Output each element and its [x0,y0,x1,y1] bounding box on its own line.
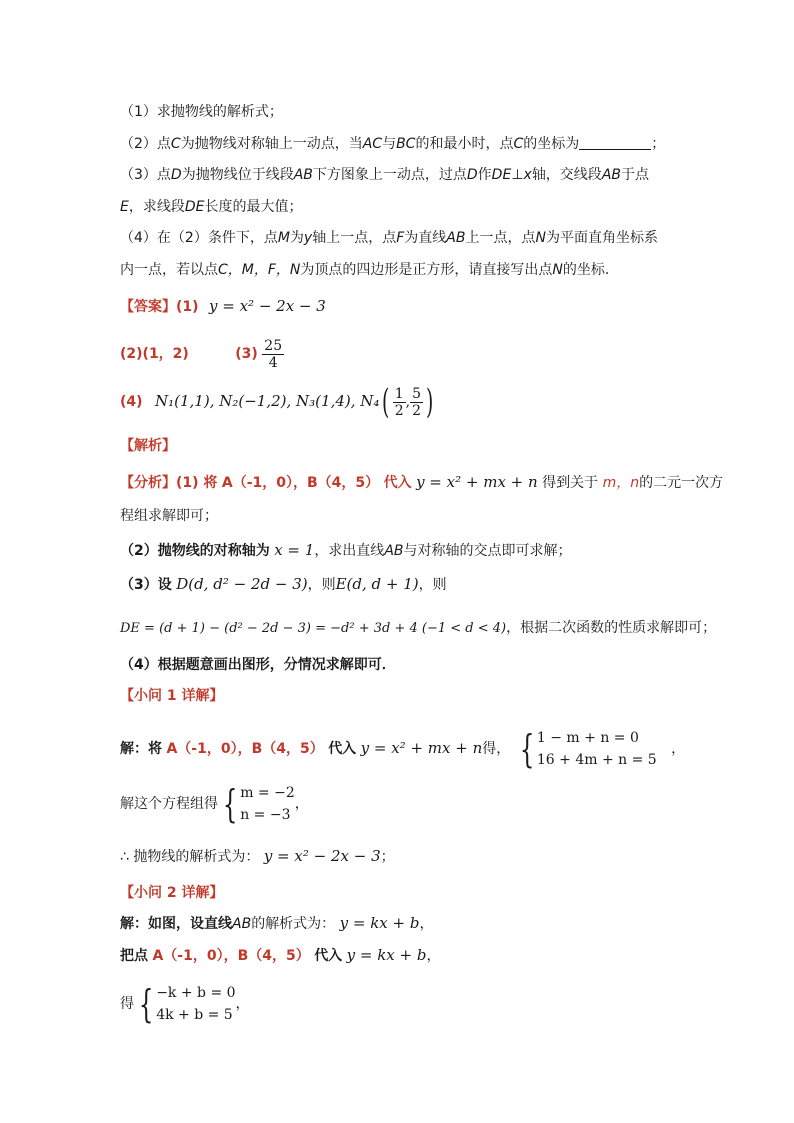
equation-rows [537,727,657,771]
solution-text: ， [671,741,686,757]
solution-text: 代入 [314,948,343,964]
analysis-1 [120,472,723,493]
q4-text: 上一点，点 [465,230,536,246]
question-3-cont [120,197,303,217]
sub2-line-3 [120,982,250,1026]
analysis-text: （2）抛物线的对称轴为 [120,543,270,559]
analysis-points: A（-1，0），B（4，5） [221,475,380,491]
analysis-text: ，则 [418,577,447,593]
answer-label: (2) [120,346,143,362]
brace: { [222,782,238,826]
answer-2-value: (1，2) [142,346,189,362]
paren-left: ( [382,382,390,422]
analysis-formula: y = x² + mx + n [416,473,538,491]
fraction-denominator: 4 [268,354,278,371]
solution-text: 解：将 [120,741,162,757]
question-3 [120,165,649,185]
q3-axis: x [523,167,532,183]
analysis-formula: DE = (d + 1) − (d² − 2d − 3) = −d² + 3d + 4 (−1 < d < 4) [120,621,507,636]
q2-text: 为抛物线对称轴上一动点，当 [180,136,363,152]
q3-point: E [120,199,129,215]
q4-text: 为 [289,230,304,246]
fenxi-tag: 【分析】 [120,475,176,491]
q4-text: 为直线 [404,230,447,246]
answer-label: (1) [176,299,199,315]
q3-segment: AB [601,167,621,183]
answer-tag: 【答案】 [120,299,176,315]
analysis-tag-line [120,436,176,456]
solution-text: 得 [120,996,134,1012]
question-4 [120,228,658,248]
analysis-text: 与对称轴的交点即可求解； [403,543,572,559]
answer-label: (4) [120,394,143,410]
fraction-numerator: 25 [264,337,283,354]
q4-text: 为平面直角坐标系 [545,230,658,246]
sub1-line-2 [120,782,309,826]
solution-formula: y = kx + b [339,914,420,932]
equation-row: 4k + b = 5 [156,1007,233,1023]
brace: { [138,982,154,1026]
analysis-formula: D(d, d² − 2d − 3) [176,575,308,593]
fraction-denominator: 2 [394,402,404,419]
brace: { [519,727,535,771]
analysis-text: (1) 将 [176,475,218,491]
analysis-3-cont [120,618,716,639]
answer-3-fraction [262,338,284,371]
answer-line-4: (4) N₁(1,1), N₂(−1,2), N₃(1,4), N₄( $\frac{1}{2}$ , $\frac{5}{2}$ ) [120,382,434,422]
analysis-vars: m，n [602,475,640,491]
solution-text: ， [235,996,250,1012]
q3-point: D [170,167,182,183]
answer-4-fraction-y [410,386,423,419]
q3-text: 于点 [621,167,649,183]
sub2-tag-line [120,883,224,903]
answer-line-1 [120,296,326,317]
analysis-3 [120,574,447,595]
q4-point: N [535,230,546,246]
solution-formula: y = x² − 2x − 3 [263,847,381,865]
analysis-text: ，则 [307,577,336,593]
answer-line-2 [120,336,284,372]
solution-text: ， [419,916,434,932]
q3-segment: DE [491,167,512,183]
q3-text: ，求线段 [128,199,185,215]
sub2-tag: 【小问 2 详解】 [120,885,224,901]
sub2-line-1 [120,913,433,934]
question-4-cont [120,260,619,280]
q3-text: 作 [477,167,492,183]
answer-1-formula: y = x² − 2x − 3 [209,297,326,315]
analysis-segment: AB [384,543,404,559]
equation-system [134,982,236,1026]
solution-text: 解：如图，设直线 [120,916,232,932]
solution-text: 把点 [120,948,148,964]
analysis-text: （4）根据题意画出图形，分情况求解即可． [120,657,396,673]
q4-text: 的坐标． [562,262,619,278]
answer-4-points: N₁(1,1), N₂(−1,2), N₃(1,4), N₄ [155,392,380,410]
sub2-line-2 [120,945,440,966]
question-2 [120,134,665,154]
solution-points: A（-1，0），B（4，5） [152,948,310,964]
q4-text: 内一点，若以点 [120,262,218,278]
q4-text: （4）在（2）条件下，点 [120,230,278,246]
q3-text: （3）点 [120,167,171,183]
solution-segment: AB [232,916,252,932]
analysis-1-cont [120,506,218,526]
solution-text: 得， [482,741,511,757]
q4-segment: AB [446,230,466,246]
equation-system [218,782,295,826]
q4-point: F [396,230,405,246]
equation-row: m = −2 [240,785,295,801]
fraction-numerator: 1 [394,385,404,402]
equation-row: 1 − m + n = 0 [536,730,639,746]
equation-row: n = −3 [240,807,291,823]
q2-segment-bc: BC [396,136,416,152]
analysis-text: （3）设 [120,577,172,593]
q2-text: 与 [382,136,397,152]
q4-point: N [552,262,563,278]
q3-text: 为抛物线位于线段 [181,167,294,183]
analysis-tag: 【解析】 [120,438,176,454]
q3-perp: ⊥ [511,167,524,183]
q4-points: C，M，F，N [218,262,301,278]
q4-text: 为顶点的四边形是正方形，请直接写出点 [300,262,553,278]
q3-point: D [466,167,478,183]
q2-text: （2）点 [120,136,171,152]
solution-points: A（-1，0），B（4，5） [166,741,324,757]
equation-row: −k + b = 0 [156,985,236,1001]
q2-text: ； [651,136,666,152]
analysis-text: 得到关于 [542,475,599,491]
q2-segment-ac: AC [362,136,383,152]
solution-text: ， [294,796,309,812]
analysis-text: 程组求解即可； [120,508,218,524]
q4-point: M [277,230,290,246]
analysis-text: 的二元一次方 [639,475,724,491]
equation-row: 16 + 4m + n = 5 [536,752,657,768]
analysis-text: ，根据二次函数的性质求解即可； [506,620,717,636]
q2-text: 的和最小时，点 [415,136,514,152]
equation-rows [240,782,295,826]
fraction-denominator: 2 [412,402,421,419]
answer-4-fraction-x [393,386,406,419]
analysis-4 [120,655,396,675]
answer-blank [579,135,651,150]
question-1-text: （1）求抛物线的解析式； [120,104,283,120]
q2-point-c: C [170,136,181,152]
q2-point-c: C [513,136,524,152]
q3-text: 长度的最大值； [204,199,303,215]
q3-text: 轴，交线段 [531,167,602,183]
q4-text: 轴上一点，点 [312,230,397,246]
analysis-formula: E(d, d + 1) [335,575,419,593]
analysis-text: 代入 [383,475,412,491]
equation-rows [156,982,235,1026]
solution-text: 的解析式为： [251,916,336,932]
solution-text: ； [380,849,395,865]
equation-system [515,727,657,771]
answer-label: (3) [235,346,258,362]
fraction-numerator: 5 [412,385,421,402]
sub1-line-3 [120,846,395,867]
q3-segment: AB [293,167,313,183]
analysis-2 [120,540,572,561]
q2-text: 的坐标为 [523,136,580,152]
analysis-formula: x = 1 [274,541,315,559]
q3-text: 下方图象上一动点，过点 [312,167,467,183]
solution-text: 代入 [328,741,357,757]
sub1-tag-line [120,686,224,706]
solution-text: ， [426,948,441,964]
sub1-tag: 【小问 1 详解】 [120,688,224,704]
solution-formula: y = kx + b [346,946,427,964]
analysis-text: ，求出直线 [314,543,385,559]
solution-formula: y = x² + mx + n [360,739,483,757]
q4-axis: y [303,230,313,246]
solution-text: 解这个方程组得 [120,796,218,812]
solution-text: ∴ 抛物线的解析式为： [120,849,260,865]
paren-right: ) [425,382,434,422]
sub1-line-1 [120,726,685,771]
question-1 [120,102,283,122]
q3-segment: DE [184,199,205,215]
